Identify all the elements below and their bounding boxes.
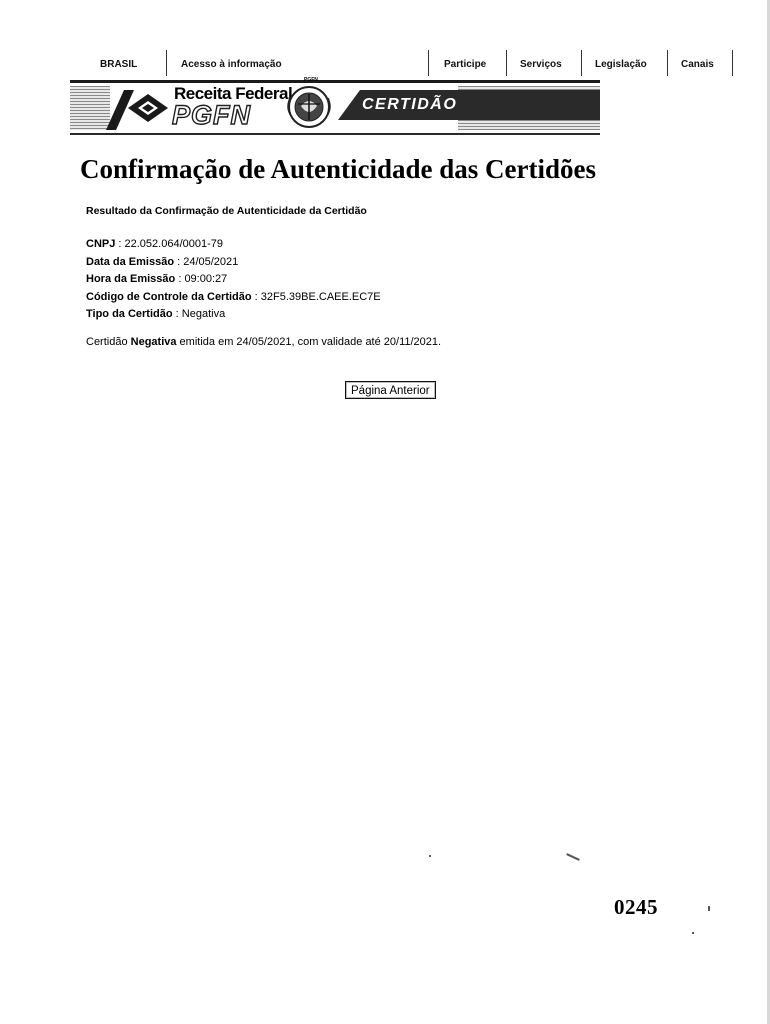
certificate-type-row: Tipo da Certidão : Negativa [86, 308, 226, 320]
statement-suffix: emitida em 24/05/2021, com validade até 20/11/2021. [176, 336, 442, 348]
issue-time-value: 09:00:27 [184, 273, 228, 285]
issue-time-label: Hora da Emissão [86, 273, 176, 285]
page-stamp-number: 0245 [614, 895, 658, 919]
result-subtitle: Resultado da Confirmação de Autenticidade da Certidão [86, 205, 367, 217]
issue-time-row: Hora da Emissão : 09:00:27 [86, 273, 228, 285]
canais-link[interactable]: Canais [681, 59, 714, 70]
banner-hatch-left [70, 86, 110, 130]
divider [732, 50, 733, 76]
divider [667, 50, 668, 76]
servicos-link[interactable]: Serviços [520, 59, 562, 70]
issue-date-value: 24/05/2021 [183, 255, 239, 268]
scan-mark [692, 932, 694, 934]
participe-link[interactable]: Participe [444, 59, 487, 70]
scan-mark [708, 906, 710, 911]
site-header-banner [70, 77, 600, 136]
statement-prefix: Certidão [86, 336, 131, 348]
acesso-informacao-link[interactable]: Acesso à informação [181, 59, 282, 70]
certificate-details [86, 236, 381, 324]
brasil-link[interactable]: BRASIL [100, 59, 138, 70]
gov-top-bar [78, 48, 740, 80]
certificate-type-value: Negativa [181, 308, 226, 320]
receita-federal-logo-icon [106, 86, 172, 130]
control-code-label: Código de Controle da Certidão [86, 290, 252, 303]
receita-federal-wordmark: Receita Federal [174, 84, 293, 103]
banner-hatch-right-bottom [458, 120, 600, 130]
section-title-certidao: CERTIDÃO [362, 96, 458, 113]
cnpj-row: CNPJ : 22.052.064/0001-79 [86, 238, 223, 250]
statement-type: Negativa [130, 336, 177, 348]
divider [506, 50, 507, 76]
scan-mark [566, 853, 580, 861]
validity-statement [86, 336, 441, 348]
page-title: Confirmação de Autenticidade das Certidões [80, 154, 596, 184]
scan-mark [429, 855, 431, 857]
cnpj-label: CNPJ [86, 238, 116, 250]
divider [166, 50, 167, 76]
control-code-value: 32F5.39BE.CAEE.EC7E [260, 290, 381, 303]
banner-top-rule [70, 80, 600, 83]
divider [428, 50, 429, 76]
cnpj-value: 22.052.064/0001-79 [124, 238, 223, 250]
legislacao-link[interactable]: Legislação [595, 59, 647, 70]
issue-date-row: Data da Emissão : 24/05/2021 [86, 255, 239, 268]
divider [581, 50, 582, 76]
certificate-type-label: Tipo da Certidão [86, 308, 173, 320]
pgfn-wordmark: PGFN [172, 100, 252, 130]
control-code-row: Código de Controle da Certidão : 32F5.39BE.CAEE.EC7E [86, 290, 381, 303]
pgfn-seal-icon [284, 84, 334, 130]
previous-page-button[interactable]: Página Anterior [345, 381, 436, 399]
banner-bottom-rule [70, 133, 600, 135]
issue-date-label: Data da Emissão [86, 255, 175, 268]
seal-label: PGFN [304, 77, 318, 83]
